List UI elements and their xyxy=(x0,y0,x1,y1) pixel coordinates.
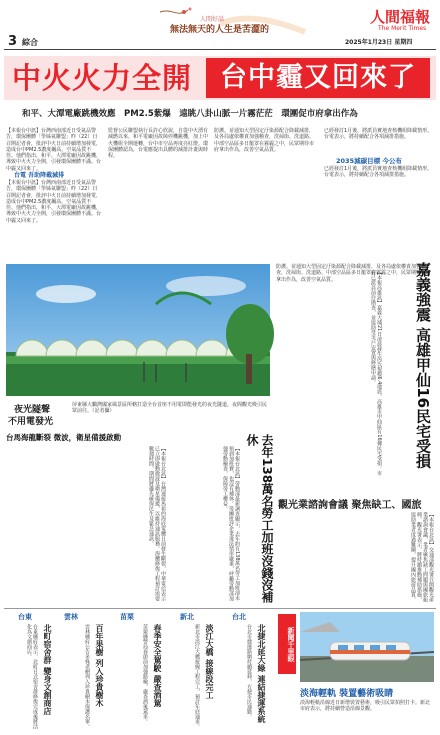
regional-story-1-title: 北町宿舍群 變身文創商店 xyxy=(43,624,52,715)
regional-story-3-title: 春季安全駕駛 嚴查酒駕 xyxy=(153,624,162,707)
regional-story-2-title: 百年果樹 列入珍貴樹木 xyxy=(95,624,104,707)
regional-label-taitung: 台東 xyxy=(18,613,32,621)
regional-label-newtaipei: 新北 xyxy=(180,613,194,621)
regional-label-taipei: 台北 xyxy=(232,613,246,621)
paper-english-name: The Merit Times xyxy=(378,25,427,32)
header-rule xyxy=(4,49,436,50)
regional-story-4-title: 淡江大橋 接線段完工 xyxy=(205,624,214,699)
lead-column-3-lower: 防護。並通知大型固定汙染源配合降載減排，及各局處依權責加強稽查，洗掃街、洗道路。中部空品區多日籠罩在霧霾之中，民眾期待市府拿出作為，改善空氣品質。 xyxy=(276,264,432,283)
waste-body: 【本報台北訊】台灣連接馬祖的海底電纜日前發生斷裂，中華電信表示已立即啟動微波及衛星備援，以維持通訊服務。海纜修復工程預計需要數週時間，期間將優先確保民生及緊急通訊。 xyxy=(148,446,166,601)
lead-subheading-1: 台電 吾助降載減排 xyxy=(14,172,65,179)
light-rail-headline: 淡海輕軌 裝置藝術吸睛 xyxy=(300,689,394,699)
regional-story-5-title: 北捷北延大綠 連結捷運系統 xyxy=(257,624,266,723)
lead-column-3: 防護。並通知大型固定汙染源配合降載減排，及各局處依權責加強稽查，洗掃街、洗道路。中部空品區多日籠罩在霧霾之中，民眾期待市府拿出作為，改善空氣品質。 xyxy=(214,128,315,153)
headline-left: 中火火力全開 xyxy=(12,61,193,95)
photo-caption xyxy=(72,402,268,426)
photo-credit: （記者攝） xyxy=(92,408,115,415)
photo-caption-title-1: 夜光隧聲 xyxy=(14,405,51,415)
regional-story-2-text: 雲林縣府公告多株老樹列入珍貴樹木保護名單。 xyxy=(84,624,90,729)
lead-column-1-cont: 【本報台中訊】台灣西南部近日受氣品警告，環保團體「學姊氣聯盟」昨（22）日召開記者會，批評中火日前持續增加發電，造成台中PM2.5濃度飆高，空氣品質不佳。他們指出，和平、大潭電廠因故跳機，導致中火火力全開，引發環保團體不滿。台中霾又回來了。 xyxy=(6,180,102,224)
slogan-text: 無法無天的人生是苦澀的 xyxy=(170,25,270,35)
lead-column-4: 已經發訂1月後，將派員實地查核機組降載情形。台電表示，將持續配合各項減排措施。 xyxy=(324,128,433,141)
headline-subhead: 和平、大潭電廠跳機效應 PM2.5紫爆 遠眺八卦山脈一片霧茫茫 環團促市府拿出作為 xyxy=(22,109,358,119)
overtime-body: 【本報台北訊】勞動部最新調查顯示，去年約有138萬名勞工加班卻未領到加班費，也沒有補休。勞團批評企業違法情形嚴重，呼籲勞動部加強勞動檢查，保障勞工權益。 xyxy=(222,446,240,601)
regional-story-5-text: 台北市捷運路網持續延伸，方便市民通勤。 xyxy=(246,624,252,719)
photo-caption-title-2: 不用電發光 xyxy=(8,417,54,427)
tourism-headline: 觀光業諮詢會議 聚焦缺工、國旅 xyxy=(278,500,422,511)
issue-date: 2025年1月23日 星期四 xyxy=(345,39,413,46)
overtime-headline: 去年138萬名勞工加班沒錢沒補休 xyxy=(245,434,274,604)
quake-headline: 嘉義強震 高雄甲仙16民宅受損 xyxy=(414,262,432,469)
lead-column-4-cont: 已經發訂1月後，將派員實地查核機組降載情形。台電表示，將持續配合各項減排措施。 xyxy=(324,166,433,179)
regional-story-3-text: 苗栗縣警局春節前加強路檢，嚴查酒後駕車。 xyxy=(142,624,148,724)
headline-right xyxy=(206,58,430,98)
quake-body: 【本報高雄訊】嘉義大埔21日凌晨發生芮氏規模6.4地震，高雄市甲仙區有16棟民宅受損。市府已派員前往勘查，並協助受災戶安置與修繕申請。 xyxy=(370,270,382,476)
regional-story-1-text: 台東縣府表示，北町日式宿舍群修復完成後將活化為文創商店。 xyxy=(26,624,38,729)
regional-story-4-text: 新北市淡江大橋接線工程完工，預計年底通車。 xyxy=(194,624,200,729)
lead-subheading-4: 2035減碳目標 今公布 xyxy=(336,157,402,165)
photo-caption-text: 屏東縣大鵬灣國家風景區所轄打造全台首座不用電即能發光的夜光隧道，夜間觀光吸引民眾前往。 xyxy=(72,402,268,415)
light-rail-photo xyxy=(300,612,434,682)
slogan-tag: 人間好話 xyxy=(200,16,225,23)
page-number: 3 xyxy=(8,34,18,49)
paper-logo: 人間福報 xyxy=(370,8,431,26)
waste-headline: 台馬海龍斷裂 微波，衛星備援啟動 xyxy=(6,433,122,442)
headline-right-text: 台中霾又回來了 xyxy=(220,62,416,93)
light-rail-body: 淡海輕軌沿線近日新增裝置藝術，吸引民眾拍照打卡。新北市府表示，將持續營造沿線景觀。 xyxy=(300,700,431,713)
thousand-eye-label: 新聞千里眼 xyxy=(278,614,296,674)
regional-label-yunlin: 雲林 xyxy=(64,613,78,621)
lead-column-1: 【本報台中訊】台灣西南部近日受氣品警告，環保團體「學姊氣聯盟」昨（22）日召開記者會，批評中火日前持續增加發電，造成台中PM2.5濃度飆高，空氣品質不佳。他們指出，和平、大潭電廠因故跳機，導致中火火力全開，引發環保團體不滿。台中霾又回來了。 xyxy=(6,128,102,172)
tourism-body: 【本報台北訊】交通部觀光署召開觀光產業諮詢會議，業者聚焦缺工問題與國旅振興。觀光署表示，將持續推動補助措施，協助業者度過難關，提升國內旅遊品質。 xyxy=(410,512,434,602)
lighting-tunnel-photo xyxy=(6,264,270,396)
section-name: 綜合 xyxy=(22,38,38,47)
lead-column-2: 監督公民聯盟執行長許心欣說，自從中火湧有減燃以來，和平電廠因故障停機跳機，加上中火機組全開運轉，台中市空品再度亮紅燈。環保團體認為，台電應提出具體的減排計畫與時程。 xyxy=(108,128,209,160)
regional-top-rule xyxy=(4,608,436,609)
regional-label-miaoli: 苗栗 xyxy=(120,613,134,621)
